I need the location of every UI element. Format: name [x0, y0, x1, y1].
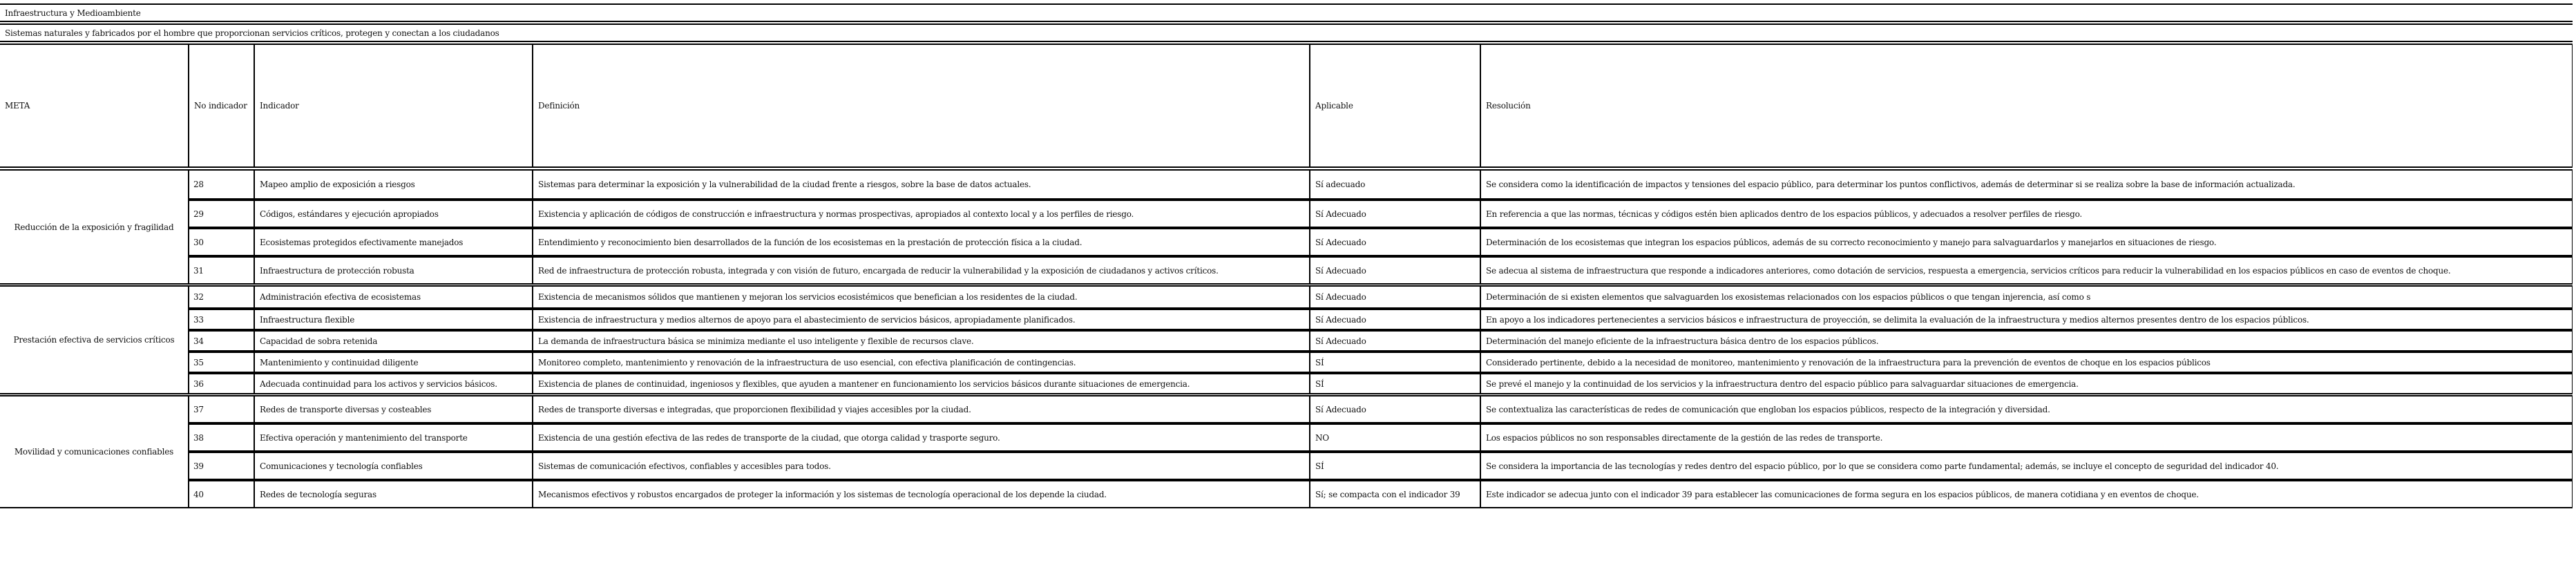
- header-definicion: Definición: [533, 44, 1310, 168]
- header-indicador: Indicador: [254, 44, 533, 168]
- indicator-applicable: SÍ: [1310, 352, 1480, 373]
- table-row: [0, 169, 2573, 200]
- indicator-number: 38: [189, 423, 254, 452]
- indicator-applicable: Sí adecuado: [1310, 169, 1480, 200]
- table-row: [0, 395, 2573, 423]
- indicator-name: Capacidad de sobra retenida: [254, 330, 533, 352]
- group-prestacion: [0, 285, 2573, 394]
- indicator-applicable: Sí Adecuado: [1310, 256, 1480, 285]
- indicator-resolution: Se contextualiza las características de redes de comunicación que engloban los espacios públicos, respecto de la integración y diversidad.: [1480, 395, 2573, 423]
- indicator-name: Códigos, estándares y ejecución apropiados: [254, 200, 533, 228]
- indicator-definition: Entendimiento y reconocimiento bien desarrollados de la función de los ecosistemas en la prestación de protección física a la ciudad.: [533, 228, 1310, 256]
- indicator-resolution: Se prevé el manejo y la continuidad de los servicios y la infraestructura dentro del espacio público para salvaguardar situaciones de emergencia.: [1480, 373, 2573, 394]
- indicator-name: Mapeo amplio de exposición a riesgos: [254, 169, 533, 200]
- table-row: [0, 352, 2573, 373]
- indicator-name: Comunicaciones y tecnología confiables: [254, 452, 533, 480]
- indicators-table: [0, 44, 2573, 168]
- table-row: [0, 200, 2573, 228]
- header-resolucion: Resolución: [1480, 44, 2573, 168]
- indicator-definition: Existencia de planes de continuidad, ingeniosos y flexibles, que ayuden a mantener en funcionamiento los servicios básicos durante situaciones de emergencia.: [533, 373, 1310, 394]
- indicator-definition: Sistemas para determinar la exposición y la vulnerabilidad de la ciudad frente a riesgos, sobre la base de datos actuales.: [533, 169, 1310, 200]
- indicator-definition: Redes de transporte diversas e integradas, que proporcionen flexibilidad y viajes accesibles por la ciudad.: [533, 395, 1310, 423]
- table-row: [0, 309, 2573, 330]
- indicator-definition: Existencia y aplicación de códigos de construcción e infraestructura y normas prospectivas, apropiados al contexto local y a los perfiles de riesgo.: [533, 200, 1310, 228]
- indicator-name: Infraestructura flexible: [254, 309, 533, 330]
- indicator-definition: Existencia de infraestructura y medios alternos de apoyo para el abastecimiento de servicios básicos, apropiadamente planificados.: [533, 309, 1310, 330]
- indicator-number: 39: [189, 452, 254, 480]
- indicator-resolution: Se adecua al sistema de infraestructura que responde a indicadores anteriores, como dotación de servicios, respuesta a emergencia, servicios críticos para reducir la vulnerabilidad en los espacios públicos en caso de eventos de choque.: [1480, 256, 2573, 285]
- title-table: [0, 3, 2573, 22]
- indicator-name: Adecuada continuidad para los activos y servicios básicos.: [254, 373, 533, 394]
- indicator-name: Mantenimiento y continuidad diligente: [254, 352, 533, 373]
- table-row: [0, 423, 2573, 452]
- indicator-number: 35: [189, 352, 254, 373]
- table-row: [0, 330, 2573, 352]
- indicator-applicable: Sí; se compacta con el indicador 39: [1310, 480, 1480, 508]
- indicator-resolution: Considerado pertinente, debido a la necesidad de monitoreo, mantenimiento y renovación de la infraestructura para la prevención de eventos de choque en los espacios públicos: [1480, 352, 2573, 373]
- group-movilidad: [0, 395, 2573, 508]
- indicator-applicable: Sí Adecuado: [1310, 309, 1480, 330]
- indicator-number: 29: [189, 200, 254, 228]
- indicator-number: 36: [189, 373, 254, 394]
- meta-cell: Reducción de la exposición y fragilidad: [0, 169, 189, 285]
- indicator-name: Efectiva operación y mantenimiento del transporte: [254, 423, 533, 452]
- indicator-definition: Monitoreo completo, mantenimiento y renovación de la infraestructura de uso esencial, con efectiva planificación de contingencias.: [533, 352, 1310, 373]
- indicator-number: 30: [189, 228, 254, 256]
- indicator-number: 34: [189, 330, 254, 352]
- indicator-definition: Existencia de una gestión efectiva de las redes de transporte de la ciudad, que otorga calidad y trasporte seguro.: [533, 423, 1310, 452]
- indicator-applicable: Sí Adecuado: [1310, 228, 1480, 256]
- header-aplicable: Aplicable: [1310, 44, 1480, 168]
- table-row: [0, 452, 2573, 480]
- group-reduccion: [0, 169, 2573, 285]
- indicator-resolution: Los espacios públicos no son responsables directamente de la gestión de las redes de transporte.: [1480, 423, 2573, 452]
- document-subtitle: Sistemas naturales y fabricados por el hombre que proporcionan servicios críticos, protegen y conectan a los ciudadanos: [0, 23, 2573, 42]
- indicator-definition: Existencia de mecanismos sólidos que mantienen y mejoran los servicios ecosistémicos que benefician a los residentes de la ciudad.: [533, 285, 1310, 309]
- indicator-definition: Sistemas de comunicación efectivos, confiables y accesibles para todos.: [533, 452, 1310, 480]
- indicator-number: 28: [189, 169, 254, 200]
- indicator-resolution: En apoyo a los indicadores pertenecientes a servicios básicos e infraestructura de proyección, se delimita la evaluación de la infraestructura y medios alternos presentes dentro de los espacios públicos.: [1480, 309, 2573, 330]
- indicator-definition: La demanda de infraestructura básica se minimiza mediante el uso inteligente y flexible de recursos clave.: [533, 330, 1310, 352]
- indicator-name: Ecosistemas protegidos efectivamente manejados: [254, 228, 533, 256]
- meta-cell: Movilidad y comunicaciones confiables: [0, 395, 189, 508]
- indicator-applicable: Sí Adecuado: [1310, 395, 1480, 423]
- indicator-number: 33: [189, 309, 254, 330]
- table-row: [0, 228, 2573, 256]
- indicator-definition: Red de infraestructura de protección robusta, integrada y con visión de futuro, encargada de reducir la vulnerabilidad y la exposición de ciudadanos y activos críticos.: [533, 256, 1310, 285]
- indicator-number: 32: [189, 285, 254, 309]
- indicator-name: Administración efectiva de ecosistemas: [254, 285, 533, 309]
- table-row: [0, 256, 2573, 285]
- indicator-number: 40: [189, 480, 254, 508]
- indicator-applicable: SÍ: [1310, 452, 1480, 480]
- indicator-number: 31: [189, 256, 254, 285]
- indicator-resolution: Determinación de los ecosistemas que integran los espacios públicos, además de su correcto reconocimiento y manejo para salvaguardarlos y manejarlos en situaciones de riesgo.: [1480, 228, 2573, 256]
- header-no-indicador: No indicador: [189, 44, 254, 168]
- indicator-name: Redes de tecnología seguras: [254, 480, 533, 508]
- indicator-resolution: Se considera como la identificación de impactos y tensiones del espacio público, para determinar los puntos conflictivos, además de determinar si se realiza sobre la base de información actualizada.: [1480, 169, 2573, 200]
- indicator-applicable: Sí Adecuado: [1310, 330, 1480, 352]
- indicator-resolution: Se considera la importancia de las tecnologías y redes dentro del espacio público, por lo que se considera como parte fundamental; además, se incluye el concepto de seguridad del indicador 40.: [1480, 452, 2573, 480]
- indicator-number: 37: [189, 395, 254, 423]
- subtitle-table: [0, 23, 2573, 42]
- indicator-applicable: SÍ: [1310, 373, 1480, 394]
- indicator-resolution: Determinación de si existen elementos que salvaguarden los exosistemas relacionados con los espacios públicos o que tengan injerencia, así como s: [1480, 285, 2573, 309]
- indicator-applicable: Sí Adecuado: [1310, 285, 1480, 309]
- indicator-definition: Mecanismos efectivos y robustos encargados de proteger la información y los sistemas de tecnología operacional de los depende la ciudad.: [533, 480, 1310, 508]
- document-title: Infraestructura y Medioambiente: [0, 3, 2573, 22]
- meta-cell: Prestación efectiva de servicios críticos: [0, 285, 189, 394]
- indicator-name: Infraestructura de protección robusta: [254, 256, 533, 285]
- table-row: [0, 285, 2573, 309]
- table-row: [0, 480, 2573, 508]
- indicator-resolution: Este indicador se adecua junto con el indicador 39 para establecer las comunicaciones de forma segura en los espacios públicos, de manera cotidiana y en eventos de choque.: [1480, 480, 2573, 508]
- indicator-resolution: Determinación del manejo eficiente de la infraestructura básica dentro de los espacios públicos.: [1480, 330, 2573, 352]
- header-meta: META: [0, 44, 189, 168]
- indicator-name: Redes de transporte diversas y costeables: [254, 395, 533, 423]
- column-header-row: [0, 44, 2573, 168]
- indicator-applicable: NO: [1310, 423, 1480, 452]
- table-row: [0, 373, 2573, 394]
- indicator-resolution: En referencia a que las normas, técnicas y códigos estén bien aplicados dentro de los espacios públicos, y adecuados a resolver perfiles de riesgo.: [1480, 200, 2573, 228]
- indicator-applicable: Sí Adecuado: [1310, 200, 1480, 228]
- indicator-table-container: [0, 3, 2573, 508]
